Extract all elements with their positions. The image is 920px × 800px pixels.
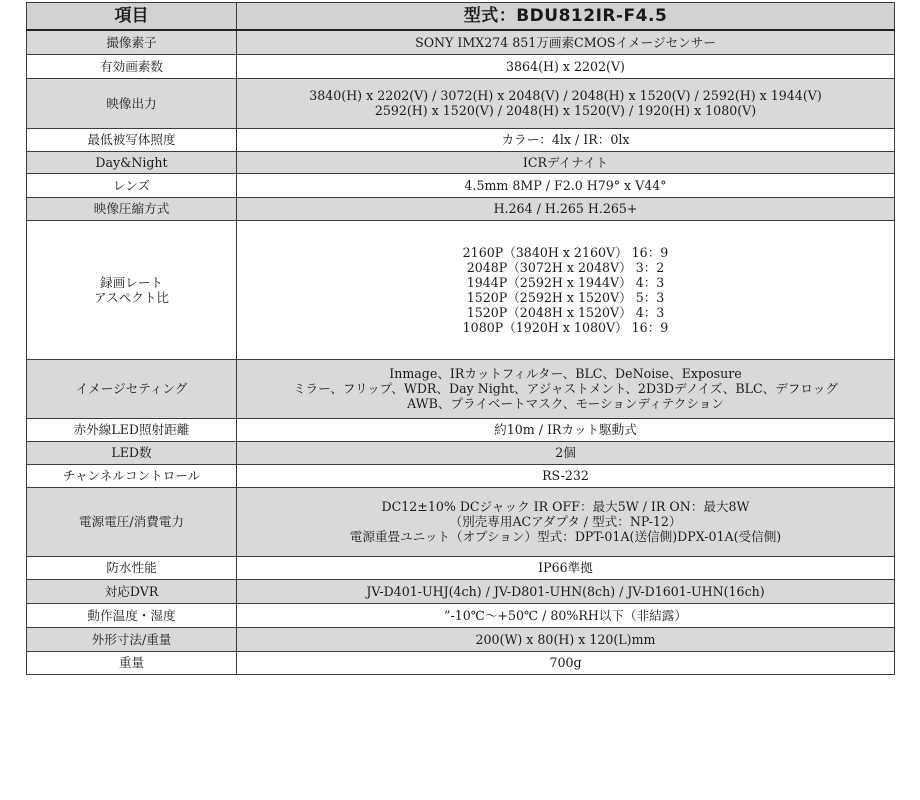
- spec-value-line: 1944P（2592H x 1944V） 4：3: [466, 274, 665, 290]
- spec-value-line: 1080P（1920H x 1080V） 16：9: [462, 319, 669, 335]
- spec-value-line: 200(W) x 80(H) x 120(L)mm: [475, 631, 656, 647]
- spec-value-line: 2160P（3840H x 2160V） 16：9: [462, 244, 669, 260]
- spec-value: [237, 418, 895, 441]
- spec-value: [237, 487, 895, 556]
- spec-row: [27, 627, 895, 651]
- spec-value-line: 電源重畳ユニット（オプション）型式：DPT-01A(送信側)DPX-01A(受信側): [349, 529, 782, 544]
- spec-value-line: ICRデイナイト: [522, 154, 609, 170]
- spec-row: [27, 464, 895, 487]
- spec-value: [237, 464, 895, 487]
- spec-value-line: 3864(H) x 2202(V): [506, 58, 625, 74]
- spec-value-line: RS-232: [542, 468, 589, 483]
- spec-label: [27, 220, 237, 359]
- spec-label-line: Day&Night: [95, 154, 168, 170]
- spec-row: [27, 556, 895, 579]
- spec-row: [27, 151, 895, 173]
- spec-row: [27, 359, 895, 418]
- spec-value-line: 2048P（3072H x 2048V） 3：2: [466, 259, 665, 275]
- spec-value: [237, 54, 895, 78]
- spec-label-line: 重量: [118, 655, 145, 670]
- spec-label: [27, 441, 237, 464]
- spec-value-line: 2592(H) x 1520(V) / 2048(H) x 1520(V) / 1920(H) x 1080(V): [374, 103, 757, 118]
- spec-label-line: 動作温度・湿度: [87, 607, 176, 623]
- spec-label-line: 映像出力: [106, 95, 157, 111]
- spec-label-line: 映像圧縮方式: [93, 201, 170, 216]
- spec-value: [237, 220, 895, 359]
- spec-value-line: AWB、プライベートマスク、モーションディテクション: [407, 396, 724, 411]
- spec-value: [237, 651, 895, 674]
- spec-value-line: （別売専用ACアダプタ / 型式：NP-12）: [449, 514, 682, 529]
- spec-value-line: H.264 / H.265 H.265+: [493, 201, 638, 216]
- spec-value-line: 3840(H) x 2202(V) / 3072(H) x 2048(V) / 2048(H) x 1520(V) / 2592(H) x 1944(V): [309, 88, 822, 103]
- spec-label-line: 対応DVR: [104, 583, 159, 599]
- spec-row: [27, 418, 895, 441]
- spec-row: [27, 487, 895, 556]
- spec-value: [237, 441, 895, 464]
- spec-label-line: 録画レート: [100, 274, 163, 290]
- spec-label-line: 有効画素数: [100, 58, 163, 74]
- spec-label-line: レンズ: [112, 177, 151, 193]
- spec-row: [27, 128, 895, 151]
- spec-label-line: LED数: [111, 445, 152, 460]
- spec-label-line: 赤外線LED照射距離: [73, 422, 190, 437]
- spec-label: [27, 54, 237, 78]
- header-item: 項目: [27, 3, 237, 31]
- spec-value-line: Inmage、IRカットフィルター、BLC、DeNoise、Exposure: [389, 366, 742, 381]
- spec-row: [27, 78, 895, 128]
- spec-value-line: 4.5mm 8MP / F2.0 H79° x V44°: [464, 177, 667, 193]
- spec-value-line: カラー：4lx / IR：0lx: [501, 132, 630, 147]
- spec-label: [27, 197, 237, 220]
- spec-value: [237, 197, 895, 220]
- spec-value: [237, 151, 895, 173]
- spec-label: [27, 173, 237, 197]
- spec-value: [237, 173, 895, 197]
- spec-value-line: 700g: [549, 655, 582, 670]
- spec-value-line: DC12±10% DCジャック IR OFF：最大5W / IR ON：最大8W: [381, 499, 750, 514]
- spec-label: [27, 603, 237, 627]
- spec-value: [237, 627, 895, 651]
- spec-row: [27, 197, 895, 220]
- spec-row: [27, 603, 895, 627]
- spec-value-line: 2個: [555, 445, 576, 460]
- spec-value-line: JV-D401-UHJ(4ch) / JV-D801-UHN(8ch) / JV-D1601-UHN(16ch): [366, 583, 765, 599]
- spec-value: [237, 78, 895, 128]
- spec-value-line: IP66準拠: [538, 560, 593, 575]
- spec-label: [27, 627, 237, 651]
- spec-value: [237, 556, 895, 579]
- spec-label-line: 電源電圧/消費電力: [79, 514, 184, 529]
- spec-label-line: 撮像素子: [106, 34, 157, 50]
- spec-label: [27, 651, 237, 674]
- spec-label-line: イメージセティング: [75, 381, 188, 396]
- spec-label: [27, 359, 237, 418]
- spec-row: [27, 651, 895, 674]
- spec-row: [27, 441, 895, 464]
- spec-label: [27, 464, 237, 487]
- spec-row: [27, 220, 895, 359]
- spec-label-line: 防水性能: [106, 560, 157, 575]
- spec-label: [27, 78, 237, 128]
- spec-value-line: SONY IMX274 851万画素CMOSイメージセンサー: [415, 34, 716, 50]
- spec-label: [27, 418, 237, 441]
- spec-label-line: アスペクト比: [93, 289, 170, 305]
- spec-row: [27, 579, 895, 603]
- spec-row: [27, 173, 895, 197]
- spec-label: [27, 556, 237, 579]
- spec-value-line: 約10m / IRカット駆動式: [494, 422, 637, 437]
- spec-value-line: 1520P（2592H x 1520V） 5：3: [466, 289, 665, 305]
- header-row: [27, 3, 895, 31]
- spec-label: [27, 30, 237, 54]
- spec-label-line: 外形寸法/重量: [91, 631, 172, 647]
- spec-label: [27, 487, 237, 556]
- spec-value-line: ミラー、フリップ、WDR、Day Night、アジャストメント、2D3Dデノイズ、BLC、デフロッグ: [293, 381, 838, 396]
- header-model: 型式：BDU812IR-F4.5: [237, 3, 895, 31]
- spec-value: [237, 579, 895, 603]
- spec-label-line: 最低被写体照度: [87, 132, 176, 147]
- spec-label-line: チャンネルコントロール: [62, 468, 201, 483]
- spec-label: [27, 128, 237, 151]
- spec-value: [237, 359, 895, 418]
- spec-row: [27, 30, 895, 54]
- spec-label: [27, 151, 237, 173]
- spec-value: [237, 30, 895, 54]
- spec-value-line: ”-10℃～+50℃ / 80%RH以下（非結露）: [444, 607, 687, 623]
- spec-table: [26, 2, 895, 675]
- spec-value: [237, 128, 895, 151]
- spec-value-line: 1520P（2048H x 1520V） 4：3: [466, 304, 665, 320]
- spec-value: [237, 603, 895, 627]
- spec-row: [27, 54, 895, 78]
- spec-label: [27, 579, 237, 603]
